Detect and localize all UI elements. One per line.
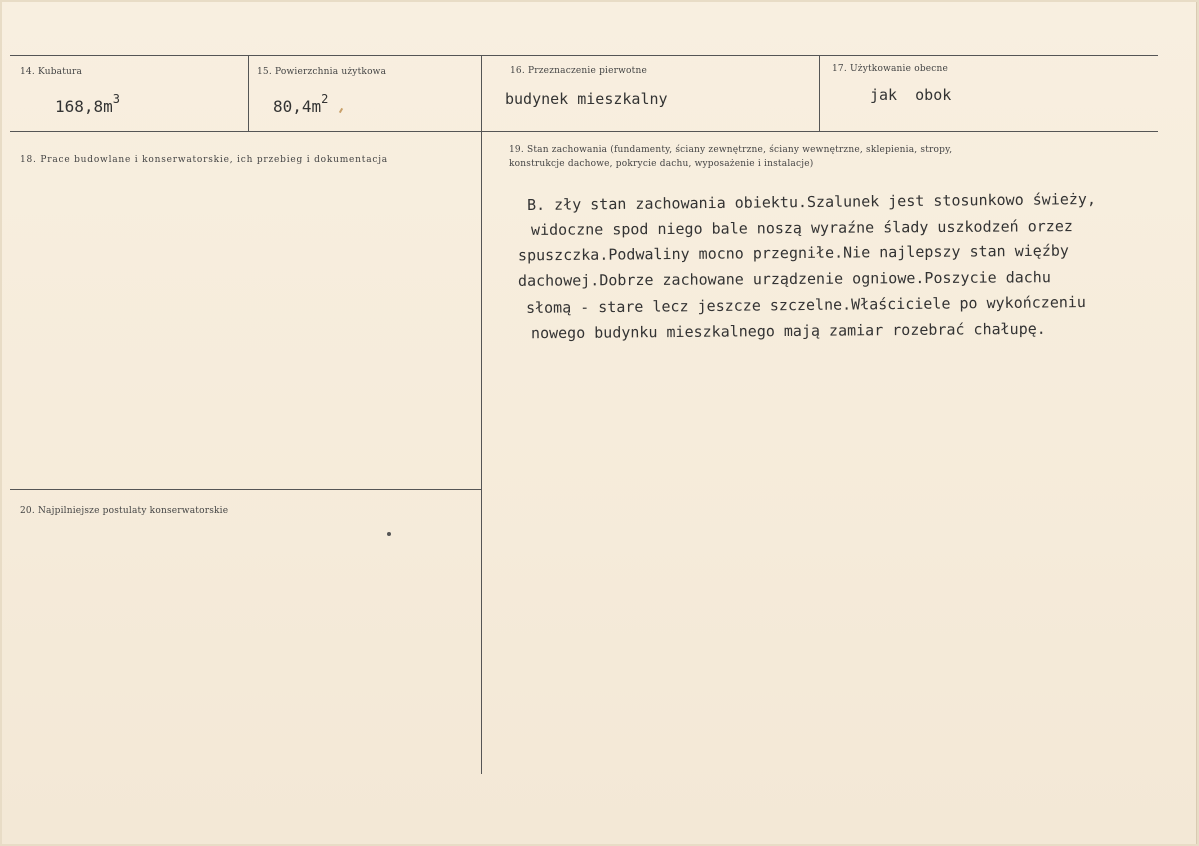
- stan-zachowania-text-line: słomą - stare lecz jeszcze szczelne.Właściciele po wykończeniu: [525, 293, 1087, 317]
- powierzchnia-label: 15. Powierzchnia użytkowa: [257, 67, 387, 77]
- powierzchnia-number: 80,4m: [273, 97, 322, 116]
- section18-bottom-rule: [10, 489, 482, 490]
- ink-dot: [387, 532, 391, 536]
- stan-zachowania-label-line2: konstrukcje dachowe, pokrycie dachu, wyposażenie i instalacje): [509, 159, 814, 169]
- row1-bottom-rule: [10, 131, 1158, 132]
- kubatura-unit-exponent: 3: [112, 92, 121, 106]
- stan-zachowania-text-line: dachowej.Dobrze zachowane urządzenie ogniowe.Poszycie dachu: [517, 268, 1051, 290]
- col-divider-16-17: [819, 56, 820, 132]
- powierzchnia-unit-exponent: 2: [321, 92, 329, 106]
- stan-zachowania-text-line: B. zły stan zachowania obiektu.Szalunek jest stosunkowo świeży,: [526, 190, 1097, 214]
- powierzchnia-value: [273, 92, 329, 116]
- przeznaczenie-label: 16. Przeznaczenie pierwotne: [510, 66, 648, 76]
- uzytkowanie-label: 17. Użytkowanie obecne: [832, 64, 949, 74]
- postulaty-label: 20. Najpilniejsze postulaty konserwatorskie: [20, 506, 229, 516]
- uzytkowanie-value: jak obok: [870, 86, 952, 104]
- stan-zachowania-text-line: nowego budynku mieszkalnego mają zamiar rozebrać chałupę.: [530, 319, 1046, 343]
- paper-speck: [339, 108, 343, 113]
- prace-budowlane-label: 18. Prace budowlane i konserwatorskie, ich przebieg i dokumentacja: [20, 155, 388, 165]
- stan-zachowania-label-line1: 19. Stan zachowania (fundamenty, ściany zewnętrzne, ściany wewnętrzne, sklepienia, stropy,: [509, 145, 953, 155]
- top-rule: [10, 55, 1158, 56]
- przeznaczenie-value: budynek mieszkalny: [505, 90, 668, 108]
- col-divider-15-16: [481, 56, 482, 774]
- kubatura-value: [55, 92, 121, 116]
- col-divider-14-15: [248, 56, 249, 132]
- stan-zachowania-text-line: widoczne spod niego bale noszą wyraźne ślady uszkodzeń orzez: [530, 217, 1073, 239]
- kubatura-label: 14. Kubatura: [20, 67, 83, 77]
- kubatura-number: 168,8m: [55, 97, 113, 116]
- stan-zachowania-text-line: spuszczka.Podwaliny mocno przegniłe.Nie najlepszy stan więźby: [517, 241, 1069, 265]
